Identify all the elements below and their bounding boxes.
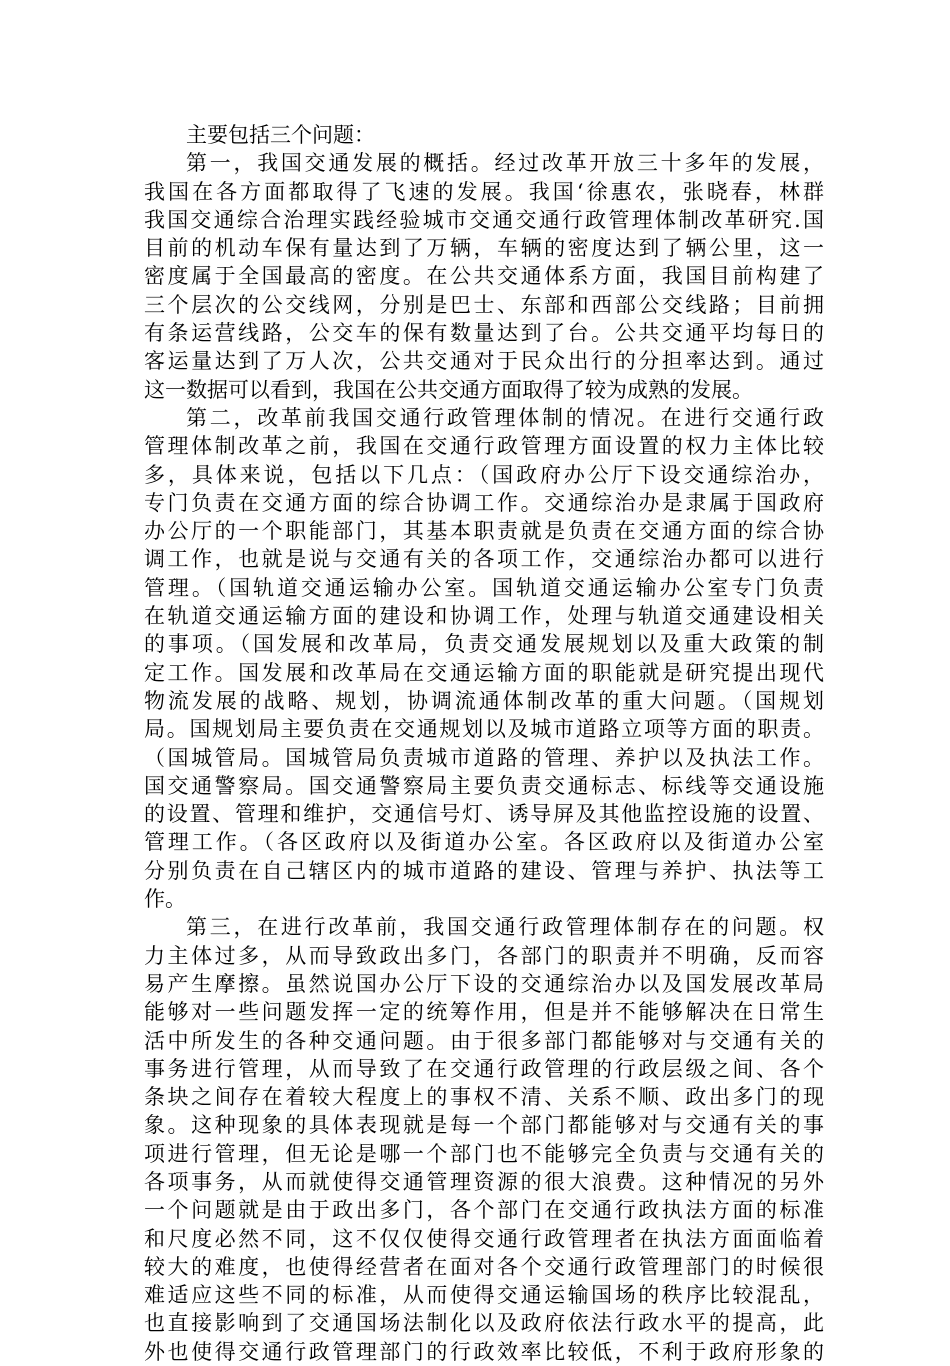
- text-line: 办公厅的一个职能部门，其基本职责就是负责在交通方面的综合协: [144, 519, 824, 544]
- text-line: 这一数据可以看到，我国在公共交通方面取得了较为成熟的发展。: [144, 377, 753, 402]
- text-line: 主要包括三个问题：: [186, 123, 375, 147]
- text-line: 第二，改革前我国交通行政管理体制的情况。在进行交通行政: [186, 405, 824, 430]
- text-line: 外也使得交通行政管理部门的行政效率比较低，不利于政府形象的: [144, 1339, 824, 1364]
- text-line: 一个问题就是由于政出多门，各个部门在交通行政执法方面的标准: [144, 1198, 824, 1223]
- text-line: 物流发展的战略、规划，协调流通体制改革的重大问题。（国规划: [144, 688, 824, 713]
- text-line: 活中所发生的各种交通问题。由于很多部门都能够对与交通有关的: [144, 1028, 824, 1053]
- text-line: 目前的机动车保有量达到了万辆，车辆的密度达到了辆公里，这一: [144, 236, 824, 261]
- text-line: 易产生摩擦。虽然说国办公厅下设的交通综治办以及国发展改革局: [144, 971, 824, 996]
- text-line: 第三，在进行改革前，我国交通行政管理体制存在的问题。权: [186, 915, 824, 940]
- text-line: 和尺度必然不同，这不仅仅使得交通行政管理者在执法方面面临着: [144, 1226, 824, 1251]
- text-line: 管理工作。（各区政府以及街道办公室。各区政府以及街道办公室: [144, 830, 824, 855]
- text-line: 局。国规划局主要负责在交通规划以及城市道路立项等方面的职责。: [144, 717, 824, 742]
- text-line: 作。: [144, 887, 186, 912]
- text-line: 客运量达到了万人次，公共交通对于民众出行的分担率达到。通过: [144, 349, 824, 374]
- text-line: 也直接影响到了交通国场法制化以及政府依法行政水平的提高，此: [144, 1311, 824, 1336]
- text-line: 较大的难度，也使得经营者在面对各个交通行政管理部门的时候很: [144, 1254, 824, 1279]
- text-line: 多，具体来说，包括以下几点：（国政府办公厅下设交通综治办，: [144, 462, 824, 487]
- text-line: 事务进行管理，从而导致了在交通行政管理的行政层级之间、各个: [144, 1056, 824, 1081]
- text-line: 定工作。国发展和改革局在交通运输方面的职能就是研究提出现代: [144, 660, 824, 685]
- text-line: 管理体制改革之前，我国在交通行政管理方面设置的权力主体比较: [144, 434, 824, 459]
- text-line: 密度属于全国最高的密度。在公共交通体系方面，我国目前构建了: [144, 264, 824, 289]
- text-line: 能够对一些问题发挥一定的统筹作用，但是并不能够解决在日常生: [144, 1000, 824, 1025]
- text-line: 条块之间存在着较大程度上的事权不清、关系不顺、政出多门的现: [144, 1085, 824, 1110]
- text-line: 的事项。（国发展和改革局，负责交通发展规划以及重大政策的制: [144, 632, 824, 657]
- text-line: 难适应这些不同的标准，从而使得交通运输国场的秩序比较混乱，: [144, 1283, 824, 1308]
- text-line: 分别负责在自己辖区内的城市道路的建设、管理与养护、执法等工: [144, 858, 824, 883]
- text-line: 力主体过多，从而导致政出多门，各部门的职责并不明确，反而容: [144, 943, 824, 968]
- text-line: （国城管局。国城管局负责城市道路的管理、养护以及执法工作。: [144, 745, 824, 770]
- text-line: 三个层次的公交线网，分别是巴士、东部和西部公交线路；目前拥: [144, 292, 824, 317]
- text-line: 我国在各方面都取得了飞速的发展。我国‘徐惠农，张晓春，林群: [144, 179, 824, 204]
- text-line: 管理。（国轨道交通运输办公室。国轨道交通运输办公室专门负责: [144, 575, 824, 600]
- text-line: 象。这种现象的具体表现就是每一个部门都能够对与交通有关的事: [144, 1113, 824, 1138]
- text-line: 国交通警察局。国交通警察局主要负责交通标志、标线等交通设施: [144, 773, 824, 798]
- text-line: 第一，我国交通发展的概括。经过改革开放三十多年的发展，: [186, 151, 824, 176]
- text-line: 调工作，也就是说与交通有关的各项工作，交通综治办都可以进行: [144, 547, 824, 572]
- text-line: 的设置、管理和维护，交通信号灯、诱导屏及其他监控设施的设置、: [144, 802, 824, 827]
- text-line: 在轨道交通运输方面的建设和协调工作，处理与轨道交通建设相关: [144, 604, 824, 629]
- document-body: [144, 121, 824, 1366]
- text-line: 各项事务，从而就使得交通管理资源的很大浪费。这种情况的另外: [144, 1169, 824, 1194]
- text-line: 我国交通综合治理实践经验城市交通交通行政管理体制改革研究.国: [144, 207, 824, 232]
- text-line: 专门负责在交通方面的综合协调工作。交通综治办是隶属于国政府: [144, 490, 824, 515]
- text-line: 有条运营线路，公交车的保有数量达到了台。公共交通平均每日的: [144, 321, 824, 346]
- text-line: 项进行管理，但无论是哪一个部门也不能够完全负责与交通有关的: [144, 1141, 824, 1166]
